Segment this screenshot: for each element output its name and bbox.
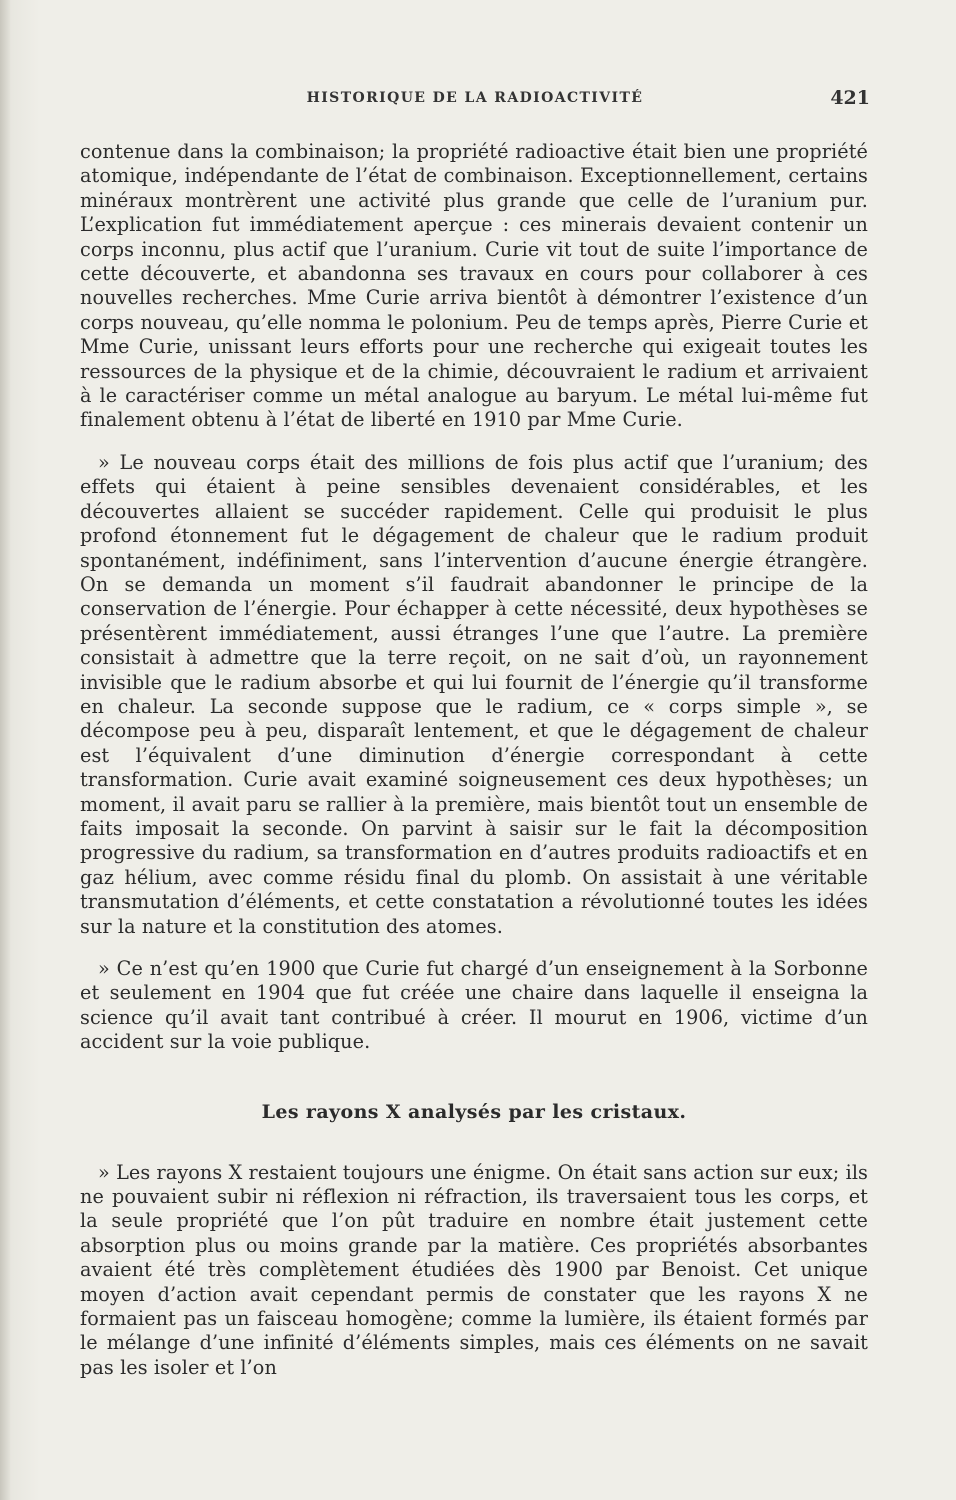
paragraph-radium-properties: » Le nouveau corps était des millions de fois plus actif que l’uranium; des effets qui étaient à peine sensibles devenaient considérables, et les découvertes allaient se succéder rapidement. Celle qui produisit le plus profond étonnement fut le dégagement de chaleur que le radium produit spontanément, indéfiniment, sans l’intervention d’aucune énergie étrangère. On se demanda un moment s’il faudrait abandonner le principe de la conservation de l’énergie. Pour échapper à cette nécessité, deux hypothèses se présentèrent immédiatement, aussi étranges l’une que l’autre. La première consistait à admettre que la terre reçoit, on ne sait d’où, un rayonnement invisible que le radium absorbe et qui lui fournit de l’énergie qu’il transforme en chaleur. La seconde suppose que le radium, ce « corps simple », se décompose peu à peu, disparaît lentement, et que le dégagement de chaleur est l’équivalent d’une diminution d’énergie correspondant à cette transformation. Curie avait examiné soigneusement ces deux hypothèses; un moment, il avait paru se rallier à la première, mais bientôt tout un ensemble de faits imposait la seconde. On parvint à saisir sur le fait la décomposition progressive du radium, sa transformation en d’autres produits radioactifs et en gaz hélium, avec comme résidu final du plomb. On assistait à une véritable transmutation d’éléments, et cette constatation a révolutionné toutes les idées sur la nature et la constitution des atomes. [80,450,868,938]
body-text [80,140,868,1380]
section-title: Les rayons X analysés par les cristaux. [261,1100,687,1123]
page-header [80,87,870,116]
paragraph-x-rays: » Les rayons X restaient toujours une énigme. On était sans action sur eux; ils ne pouvaient subir ni réflexion ni réfraction, ils traversaient tous les corps, et la seule propriété que l’on pût traduire en nombre était justement cette absorption plus ou moins grande par la matière. Ces propriétés absorbantes avaient été très complètement étudiées dès 1900 par Benoist. Cet unique moyen d’action avait cependant permis de constater que les rayons X ne formaient pas un faisceau homogène; comme la lumière, ils étaient formés par le mélange d’une infinité d’éléments simples, mais ces éléments on ne savait pas les isoler et l’on [80,1160,868,1379]
paragraph-radioactivity-discovery: contenue dans la combinaison; la propriété radioactive était bien une propriété atomique, indépendante de l’état de combinaison. Exceptionnellement, certains minéraux montrèrent une activité plus grande que celle de l’uranium pur. L’explication fut immédiatement aperçue : ces minerais devaient contenir un corps inconnu, plus actif que l’uranium. Curie vit tout de suite l’importance de cette découverte, et abandonna ses travaux en cours pour collaborer à ces nouvelles recherches. Mme Curie arriva bientôt à démontrer l’existence d’un corps nouveau, qu’elle nomma le polonium. Peu de temps après, Pierre Curie et Mme Curie, unissant leurs efforts pour une recherche qui exigeait toutes les ressources de la physique et de la chimie, découvraient le radium et arrivaient à le caractériser comme un métal analogue au baryum. Le métal lui-même fut finalement obtenu à l’état de liberté en 1910 par Mme Curie. [80,140,868,432]
page-binding-edge [0,0,10,1500]
paragraph-curie-sorbonne: » Ce n’est qu’en 1900 que Curie fut chargé d’un enseignement à la Sorbonne et seulement en 1904 que fut créée une chaire dans laquelle il enseigna la science qu’il avait tant contribué à créer. Il mourut en 1906, victime d’un accident sur la voie publique. [80,957,868,1054]
running-title: HISTORIQUE DE LA RADIOACTIVITÉ [306,90,644,106]
page-number: 421 [830,87,870,109]
